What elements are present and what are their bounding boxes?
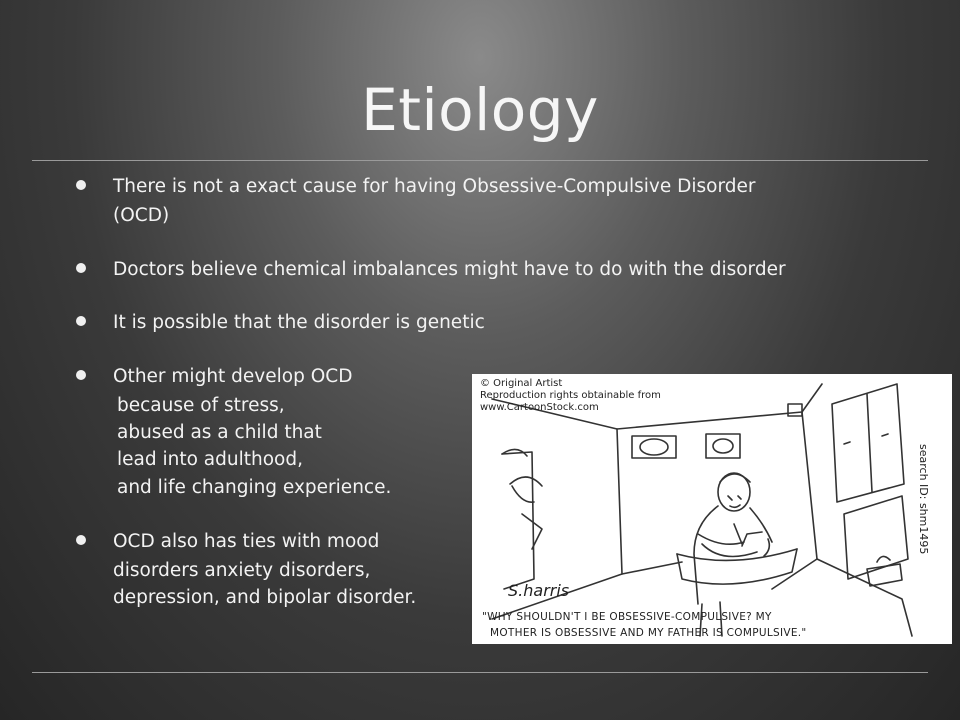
bullet-4-line-3: abused as a child that <box>117 422 322 443</box>
title-divider <box>32 160 928 161</box>
cartoon-caption-line-1: "WHY SHOULDN'T I BE OBSESSIVE-COMPULSIVE? MY <box>482 611 772 623</box>
bullet-5-line-2: disorders anxiety disorders, <box>113 560 371 581</box>
bullet-5-line-3: depression, and bipolar disorder. <box>113 587 417 608</box>
copyright-line-2: Reproduction rights obtainable from <box>480 390 661 401</box>
bullet-dot <box>76 535 86 545</box>
bullet-3-line-1: It is possible that the disorder is genetic <box>113 312 485 333</box>
bullet-1-line-1: There is not a exact cause for having Obsessive-Compulsive Disorder <box>113 176 756 197</box>
bullet-dot <box>76 370 86 380</box>
bullet-4-line-4: lead into adulthood, <box>117 449 303 470</box>
bullet-dot <box>76 316 86 326</box>
bullet-4-line-1: Other might develop OCD <box>113 366 353 387</box>
bullet-4-line-5: and life changing experience. <box>117 477 392 498</box>
bottom-divider <box>32 672 928 673</box>
cartoon-drawing <box>472 374 952 644</box>
artist-signature: S.harris <box>508 581 570 600</box>
cartoon-caption-line-2: MOTHER IS OBSESSIVE AND MY FATHER IS COMPULSIVE." <box>490 627 807 639</box>
copyright-line-1: © Original Artist <box>480 378 563 389</box>
bullet-1-line-2: (OCD) <box>113 205 170 226</box>
search-id: search ID: shm1495 <box>917 444 930 555</box>
bullet-2-line-1: Doctors believe chemical imbalances might have to do with the disorder <box>113 259 786 280</box>
ocd-cartoon-image <box>472 374 952 644</box>
bullet-dot <box>76 263 86 273</box>
bullet-dot <box>76 180 86 190</box>
bullet-4-line-2: because of stress, <box>117 395 285 416</box>
slide-title: Etiology <box>361 76 599 144</box>
copyright-line-3: www.CartoonStock.com <box>480 402 599 413</box>
bullet-5-line-1: OCD also has ties with mood <box>113 531 380 552</box>
